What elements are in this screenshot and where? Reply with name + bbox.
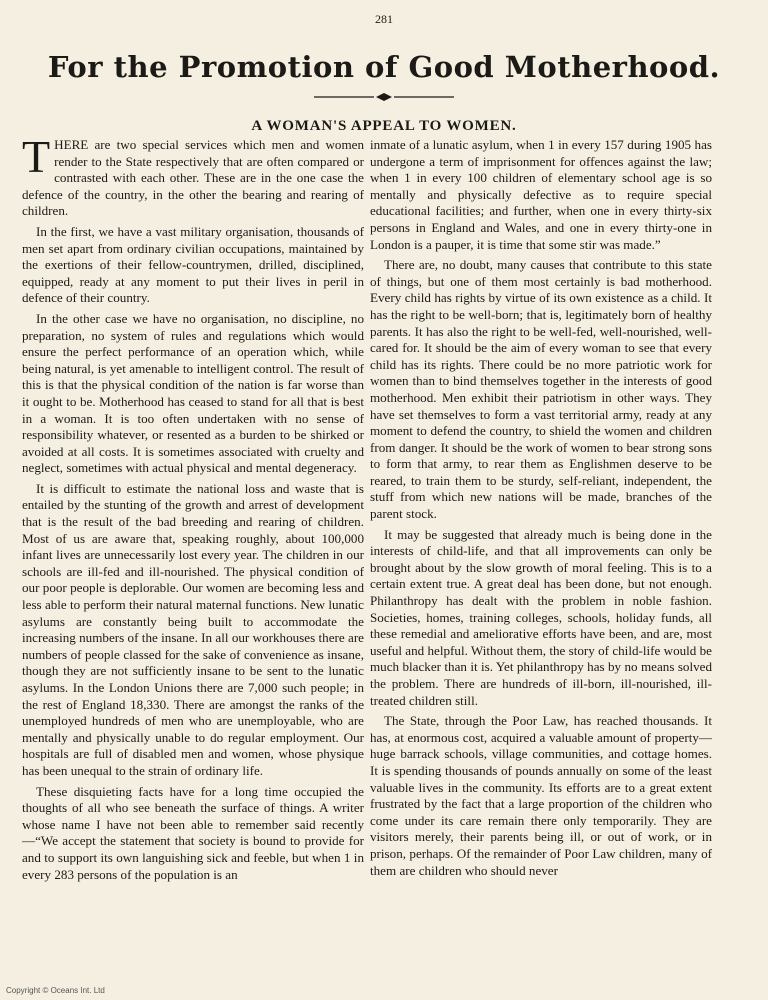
- paragraph: In the first, we have a vast military organisation, thousands of men set apart from ordinary civilian occupations, maintained by the exertions of their fellow-countrymen, drilled, disciplined, equipped, ready at any moment to put their lives in peril in defence of their country.: [22, 223, 364, 306]
- article-subtitle: A WOMAN'S APPEAL TO WOMEN.: [251, 118, 517, 134]
- paragraph: inmate of a lunatic asylum, when 1 in every 157 during 1905 has undergone a term of imprisonment for offences against the law; when 1 in every 100 children of elementary school age is so mentally and physically defective as to require special educational facilities; and further, when one in every thirty-six persons in England and Wales, and one in every thirty-one in London is a pauper, it is time that some stir was made.”: [370, 137, 712, 252]
- drop-cap: T: [22, 131, 51, 182]
- left-column: [22, 131, 364, 883]
- paragraph: The State, through the Poor Law, has reached thousands. It has, at enormous cost, acquired a valuable amount of property—huge barrack schools, village communities, and cottage homes. It is spending thousands of pounds annually on some of the least valuable lives in the community. Its efforts are to a great extent frustrated by the fact that a large proportion of the children who come under its care remain there only temporarily. They are visitors merely, their parents being ill, or out of work, or in prison, perhaps. Of the remainder of Poor Law children, many of them are children who should never: [370, 713, 712, 878]
- page-number: 281: [375, 12, 393, 26]
- paragraph: THERE are two special services which men and women render to the State respectively that are often compared or contrasted with each other. These are in the one case the defence of the country, in the other the bearing and rearing of children.: [22, 131, 364, 219]
- paragraph: In the other case we have no organisation, no discipline, no preparation, no system of rules and regulations which would ensure the perfect performance of an operation which, while being natural, is yet amenable to intelligent control. The result of this is that the physical condition of the nation is far worse than it ought to be. Motherhood has ceased to stand for all that is best in a woman. It is too often undertaken with no sense of responsibility whatever, or resented as a burden to be shirked or avoided at all costs. It is sometimes associated with cruelty and neglect, sometimes with actual physical and mental degeneracy.: [22, 310, 364, 476]
- article-title: For the Promotion of Good Motherhood.: [47, 50, 721, 84]
- paragraph: It may be suggested that already much is being done in the interests of child-life, and that all improvements can only be brought about by the slow growth of moral feeling. This is to a certain extent true. A great deal has been done, but not enough. Philanthropy has dealt with the problem in noble fashion. Societies, homes, training colleges, schools, holiday funds, all these remedial and ameliorative efforts have been, and are, most useful and helpful. Without them, the story of child-life would be much blacker than it is. Yet philanthropy has by no means solved the problem. There are hundreds of ill-born, ill-nourished, ill-treated children still.: [370, 526, 712, 708]
- ornament-divider: [314, 93, 454, 101]
- paragraph: It is difficult to estimate the national loss and waste that is entailed by the stunting of the growth and arrest of development that is the result of the bad breeding and rearing of children. Most of us are aware that, speaking roughly, about 100,000 infant lives are unnecessarily lost every year. The children in our schools are ill-fed and ill-nourished. The physical condition of our poor people is deplorable. Our women are becoming less and less able to perform their natural maternal functions. New lunatic asylums are constantly being built to accommodate the increasing numbers of the insane. In all our workhouses there are numbers of people classed for the sake of convenience as insane, though they are not sufficiently insane to be sent to the lunatic asylums. In the London Unions there are 7,000 such people; in the rest of England 18,330. There are amongst the ranks of the unemployed hundreds of men who are unemployable, who are mentally and physically unable to do regular employment. Our hospitals are full of disabled men and women, whose physique has been unequal to the strain of ordinary life.: [22, 480, 364, 778]
- paragraph: These disquieting facts have for a long time occupied the thoughts of all who see beneath the surface of things. A writer whose name I have not been able to remember said recently—“We accept the statement that society is bound to provide for and to support its own languishing sick and feeble, but when 1 in every 283 persons of the population is an: [22, 783, 364, 882]
- copyright-footer: Copyright © Oceans Int. Ltd: [6, 986, 105, 995]
- right-column: [370, 137, 712, 879]
- paragraph: There are, no doubt, many causes that contribute to this state of things, but one of them most certainly is bad motherhood. Every child has rights by virtue of its own existence as a child. It has the right to be well-born; that is, legitimately born of healthy parents. It has also the right to be well-fed, well-nourished, well-cared for. It should be the aim of every woman to see that every child has its rights. There could be no more patriotic work for women than to bind themselves together in the interests of good motherhood. Men exhibit their patriotism in other ways. They have set themselves to form a vast territorial army, ready at any moment to defend the country, to shield the women and children from danger. It should be the work of women to bear strong sons to form that army, to rear them as Englishmen deserve to be reared, to train them to be sturdy, self-reliant, independent, the stuff from which new nations will be made, branches of the parent stock.: [370, 257, 712, 522]
